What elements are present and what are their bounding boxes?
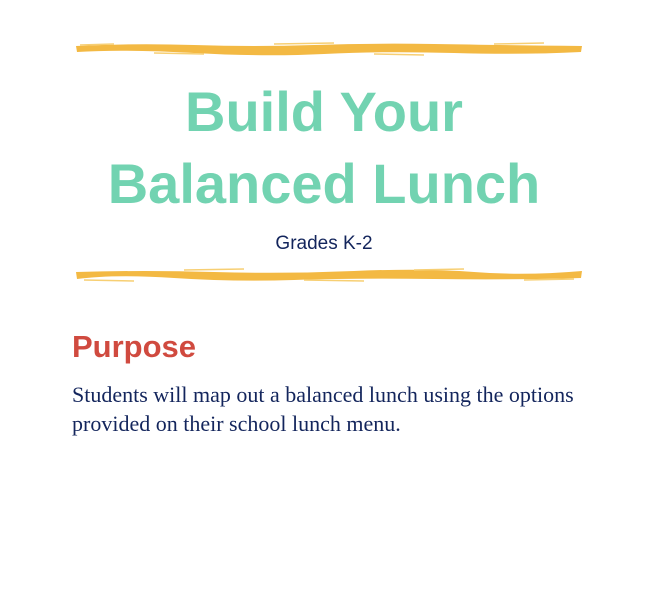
purpose-text: Students will map out a balanced lunch using the options provided on their school lunch menu. [72,382,574,436]
title-line-1: Build Your [185,80,463,143]
page-title [0,76,648,220]
bottom-brush-divider [74,267,584,283]
top-brush-divider [74,41,584,57]
grades-label: Grades K-2 [275,233,373,254]
purpose-heading: Purpose [72,329,197,364]
title-line-2: Balanced Lunch [107,152,541,215]
